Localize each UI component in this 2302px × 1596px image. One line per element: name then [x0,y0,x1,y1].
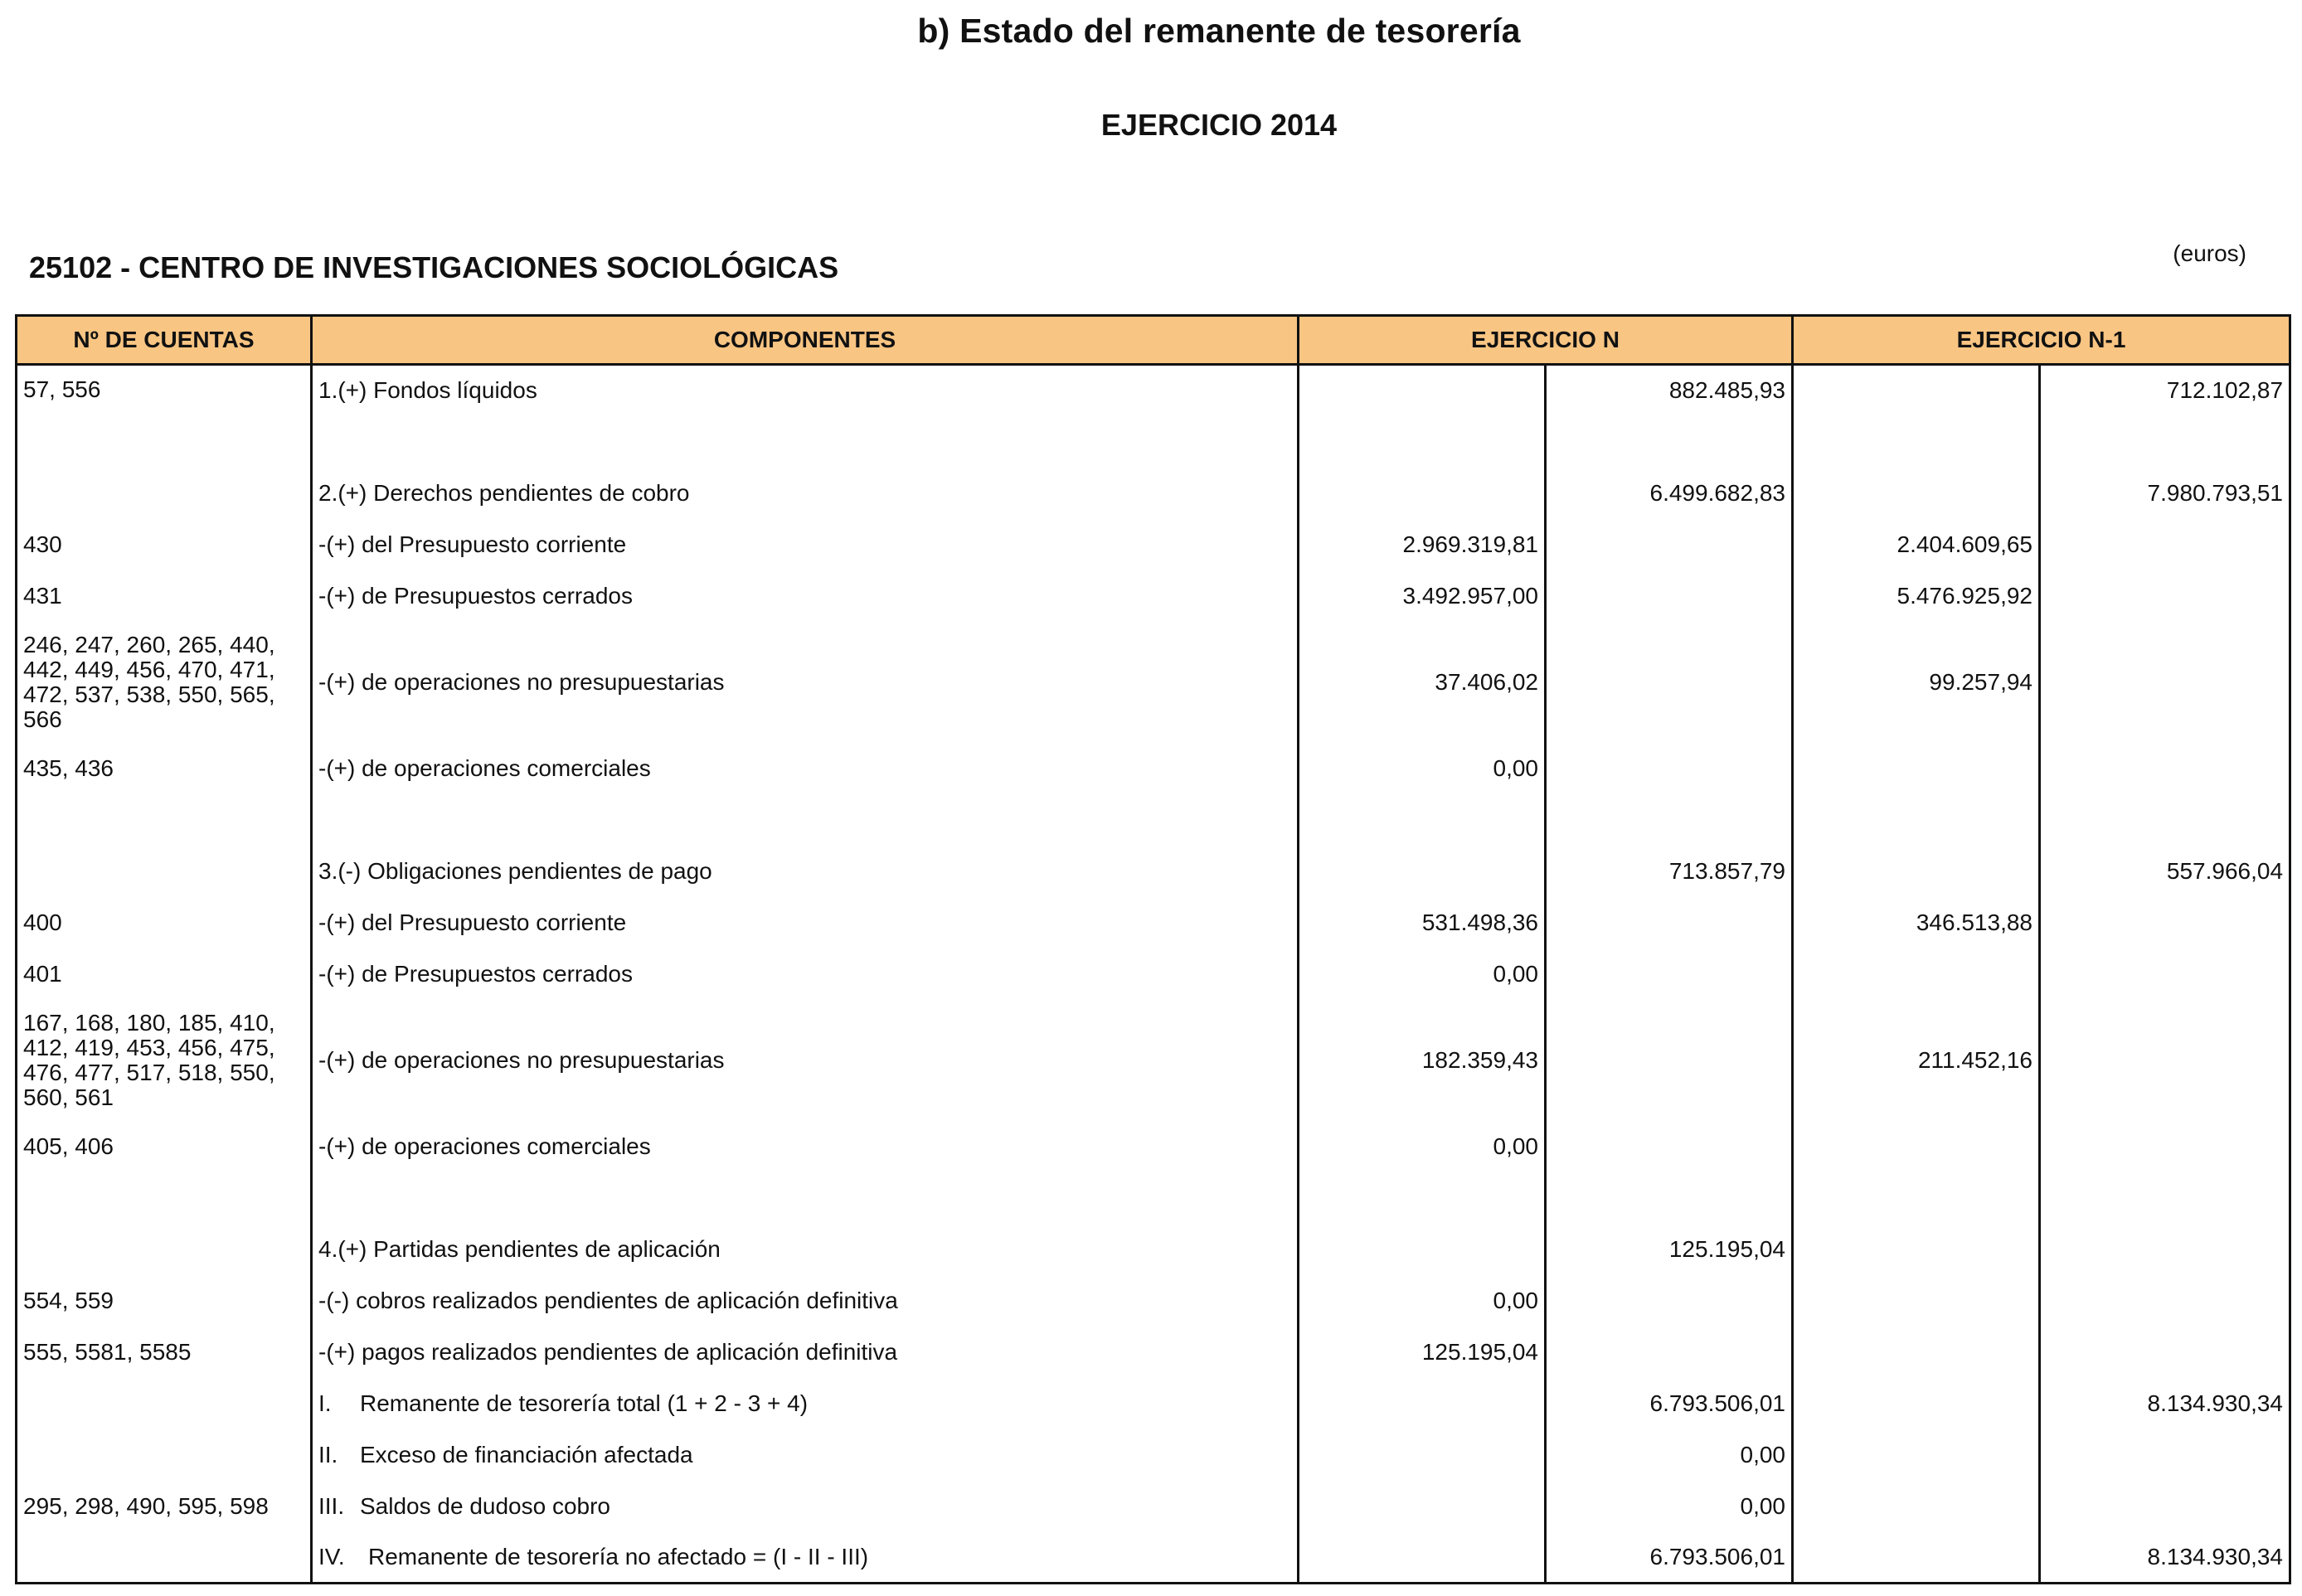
cell-n-detalle [1299,1429,1546,1481]
column-header-ejercicio-n: EJERCICIO N [1299,316,1793,365]
table-row [17,1532,2290,1584]
table-row [17,1121,2290,1172]
cell-componente: -(+) de operaciones comerciales [312,743,1299,794]
cell-cuentas: 435, 436 [17,743,312,794]
cell-componente: -(+) pagos realizados pendientes de aplicación definitiva [312,1327,1299,1378]
cell-n1-total [2040,570,2290,622]
table-row [17,846,2290,897]
cell-n1-detalle [1793,1429,2040,1481]
cell-cuentas [17,1429,312,1481]
row-label: Remanente de tesorería no afectado = (I - II - III) [368,1543,869,1569]
cell-n-detalle [1299,468,1546,519]
cell-n1-total [2040,897,2290,948]
spacer-row [17,416,2290,468]
cell-n1-total [2040,743,2290,794]
cell-n1-detalle [1793,1532,2040,1584]
cell-n1-detalle [1793,1327,2040,1378]
cell-n1-detalle [1793,846,2040,897]
cell-n-total: 6.499.682,83 [1546,468,1793,519]
row-numeral: II. [318,1441,338,1467]
cell-componente: -(+) de operaciones no presupuestarias [312,1000,1299,1121]
cell-n1-total: 7.980.793,51 [2040,468,2290,519]
cell-n-detalle: 0,00 [1299,743,1546,794]
column-header-cuentas: Nº DE CUENTAS [17,316,312,365]
column-header-ejercicio-n1: EJERCICIO N-1 [1793,316,2290,365]
row-numeral: I. [318,1390,332,1416]
cell-n-detalle [1299,1378,1546,1429]
page-title: b) Estado del remanente de tesorería [917,12,1521,50]
cell-componente: 2.(+) Derechos pendientes de cobro [312,468,1299,519]
cell-n1-detalle: 5.476.925,92 [1793,570,2040,622]
cell-cuentas [17,468,312,519]
spacer-row [17,794,2290,846]
table-row [17,948,2290,1000]
cell-n-total [1546,1327,1793,1378]
cell-n-total: 0,00 [1546,1481,1793,1532]
cell-componente: 4.(+) Partidas pendientes de aplicación [312,1224,1299,1275]
row-label: Exceso de financiación afectada [360,1441,693,1467]
table-row [17,1275,2290,1327]
table-row [17,468,2290,519]
table-row [17,1378,2290,1429]
cell-n-detalle: 125.195,04 [1299,1327,1546,1378]
cell-cuentas [17,1224,312,1275]
cell-n1-detalle: 99.257,94 [1793,622,2040,743]
cell-cuentas [17,846,312,897]
cell-n-detalle [1299,846,1546,897]
cell-n1-total [2040,1481,2290,1532]
cell-n-total: 713.857,79 [1546,846,1793,897]
cell-n1-total [2040,1429,2290,1481]
cell-n-detalle: 2.969.319,81 [1299,519,1546,570]
entity-name: 25102 - CENTRO DE INVESTIGACIONES SOCIOLÓGICAS [29,250,839,284]
cell-componente: -(+) de operaciones no presupuestarias [312,622,1299,743]
cell-componente: 1.(+) Fondos líquidos [312,365,1299,416]
cell-n1-detalle [1793,1121,2040,1172]
cell-n-total: 6.793.506,01 [1546,1378,1793,1429]
table-row [17,1224,2290,1275]
cell-n-detalle [1299,365,1546,416]
cell-n-total [1546,622,1793,743]
fiscal-year-heading: EJERCICIO 2014 [1100,108,1338,142]
cell-n1-detalle [1793,468,2040,519]
cell-n1-detalle [1793,1378,2040,1429]
cell-n-detalle: 37.406,02 [1299,622,1546,743]
cell-componente: -(+) de operaciones comerciales [312,1121,1299,1172]
table-row [17,622,2290,743]
cell-componente: -(+) de Presupuestos cerrados [312,948,1299,1000]
cell-n1-total: 8.134.930,34 [2040,1532,2290,1584]
cell-n-detalle [1299,1532,1546,1584]
cell-n1-total [2040,1327,2290,1378]
cell-n1-detalle [1793,1224,2040,1275]
table-row [17,519,2290,570]
cell-cuentas: 430 [17,519,312,570]
cell-n-total [1546,570,1793,622]
cell-n1-detalle: 2.404.609,65 [1793,519,2040,570]
cell-n-total: 0,00 [1546,1429,1793,1481]
cell-n-total: 6.793.506,01 [1546,1532,1793,1584]
cell-n1-detalle [1793,1481,2040,1532]
cell-n1-detalle [1793,948,2040,1000]
cell-n-total [1546,1000,1793,1121]
cell-n1-total [2040,1000,2290,1121]
cell-componente [312,1532,1299,1584]
cell-n1-total [2040,1275,2290,1327]
treasury-remainder-table [15,314,2291,1584]
cell-componente: -(-) cobros realizados pendientes de aplicación definitiva [312,1275,1299,1327]
cell-n1-detalle [1793,1275,2040,1327]
cell-componente [312,1429,1299,1481]
cell-n1-total: 8.134.930,34 [2040,1378,2290,1429]
cell-n1-detalle [1793,743,2040,794]
cell-n-total [1546,897,1793,948]
table-row [17,570,2290,622]
cell-n1-total: 557.966,04 [2040,846,2290,897]
row-numeral: III. [318,1492,345,1519]
cell-cuentas: 400 [17,897,312,948]
cell-n1-total [2040,622,2290,743]
table-row [17,365,2290,416]
cell-componente: -(+) de Presupuestos cerrados [312,570,1299,622]
cell-n-detalle: 0,00 [1299,1275,1546,1327]
cell-componente: -(+) del Presupuesto corriente [312,897,1299,948]
cell-componente: 3.(-) Obligaciones pendientes de pago [312,846,1299,897]
cell-cuentas: 554, 559 [17,1275,312,1327]
cell-n-detalle: 3.492.957,00 [1299,570,1546,622]
cell-componente: -(+) del Presupuesto corriente [312,519,1299,570]
cell-n-total [1546,519,1793,570]
cell-n1-total [2040,1224,2290,1275]
cell-n1-detalle [1793,365,2040,416]
row-label: Remanente de tesorería total (1 + 2 - 3 + 4) [360,1390,809,1416]
spacer-row [17,1172,2290,1224]
cell-n1-detalle: 346.513,88 [1793,897,2040,948]
cell-cuentas: 405, 406 [17,1121,312,1172]
cell-n-total: 882.485,93 [1546,365,1793,416]
row-numeral: IV. [318,1543,345,1569]
cell-n1-total [2040,1121,2290,1172]
cell-n-total [1546,1121,1793,1172]
cell-n-detalle: 0,00 [1299,1121,1546,1172]
cell-cuentas: 431 [17,570,312,622]
cell-n-detalle: 0,00 [1299,948,1546,1000]
column-header-componentes: COMPONENTES [312,316,1299,365]
cell-cuentas: 57, 556 [17,365,312,416]
cell-cuentas: 401 [17,948,312,1000]
cell-n-total [1546,743,1793,794]
cell-cuentas [17,1378,312,1429]
cell-cuentas: 246, 247, 260, 265, 440, 442, 449, 456, 470, 471, 472, 537, 538, 550, 565, 566 [17,622,312,743]
cell-cuentas: 295, 298, 490, 595, 598 [17,1481,312,1532]
row-label: Saldos de dudoso cobro [360,1492,610,1519]
cell-n1-total: 712.102,87 [2040,365,2290,416]
cell-n1-total [2040,519,2290,570]
cell-n-detalle: 182.359,43 [1299,1000,1546,1121]
table-row [17,1327,2290,1378]
cell-n-total: 125.195,04 [1546,1224,1793,1275]
table-row [17,1429,2290,1481]
cell-cuentas: 555, 5581, 5585 [17,1327,312,1378]
cell-cuentas: 167, 168, 180, 185, 410, 412, 419, 453, 456, 475, 476, 477, 517, 518, 550, 560, 561 [17,1000,312,1121]
table-row [17,1481,2290,1532]
cell-cuentas [17,1532,312,1584]
table-row [17,1000,2290,1121]
cell-n-detalle [1299,1224,1546,1275]
cell-n-total [1546,1275,1793,1327]
cell-n-detalle [1299,1481,1546,1532]
currency-unit-label: (euros) [2173,240,2246,266]
cell-n1-detalle: 211.452,16 [1793,1000,2040,1121]
table-row [17,743,2290,794]
cell-n-total [1546,948,1793,1000]
table-header-row [17,316,2290,365]
cell-componente [312,1378,1299,1429]
cell-n-detalle: 531.498,36 [1299,897,1546,948]
cell-componente [312,1481,1299,1532]
cell-n1-total [2040,948,2290,1000]
table-row [17,897,2290,948]
